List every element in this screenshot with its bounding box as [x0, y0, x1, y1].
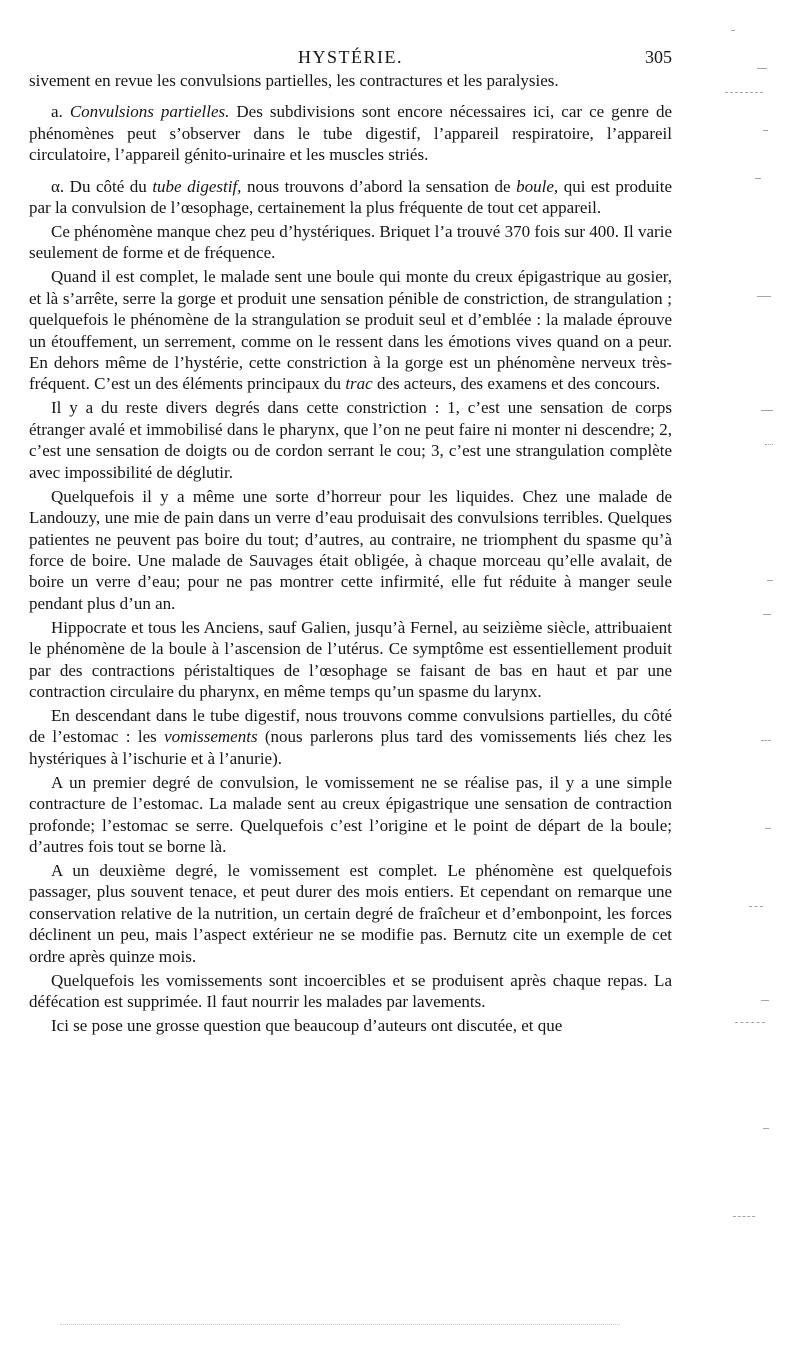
bottom-scan-noise	[60, 1324, 620, 1325]
paragraph-continuation	[29, 70, 672, 91]
running-title: HYSTÉRIE.	[298, 47, 403, 67]
page-header	[29, 40, 672, 70]
paragraph-premier-degre	[29, 772, 672, 858]
text-run: a.	[51, 102, 70, 122]
paragraph-boule-complete	[29, 266, 672, 394]
text-run: Ce phénomène manque chez peu d’hystériques. Briquet l’a trouvé 370 fois sur 400. Il varie seulement de forme et de fréquence.	[29, 222, 672, 263]
text-run: Quelquefois les vomissements sont incoercibles et se produisent après chaque repas. La défécation est supprimée. Il faut nourrir les malades par lavements.	[29, 970, 672, 1011]
paragraph-incoercibles	[29, 970, 672, 1013]
text-run: Des subdivisions sont encore nécessaires ici, car ce genre de phénomènes peut s’observer dans le tube digestif, l’appareil respiratoire, l’appareil circulatoire, l’appareil génito-urinaire et les muscles striés.	[29, 102, 673, 165]
scan-mark	[757, 296, 771, 297]
scan-mark	[733, 1216, 755, 1217]
scan-mark	[725, 92, 763, 93]
text-run: sivement en revue les convulsions partielles, les contractures et les paralysies.	[29, 71, 559, 90]
scan-mark	[735, 1022, 765, 1023]
italic-run: Convulsions partielles.	[69, 102, 230, 122]
italic-run: boule,	[516, 176, 559, 196]
scan-mark	[763, 1128, 769, 1129]
body-text	[29, 70, 672, 1036]
text-run: α. Du côté du	[51, 176, 153, 196]
paragraph-hippocrate	[29, 617, 672, 703]
scan-mark	[731, 30, 735, 31]
italic-run: tube digestif,	[152, 176, 242, 196]
paragraph-convulsions-partielles	[29, 101, 672, 165]
paragraph-vomissements	[29, 705, 672, 769]
scan-mark	[761, 740, 771, 741]
paragraph-tube-digestif	[29, 176, 672, 219]
text-run: des acteurs, des examens et des concours.	[372, 374, 661, 394]
text-run: Ici se pose une grosse question que beaucoup d’auteurs ont discutée, et que	[51, 1016, 563, 1035]
text-run: A un premier degré de convulsion, le vomissement ne se réalise pas, il y a une simple contracture de l’estomac. La malade sent au creux épigastrique une sensation de contraction profonde; l’estomac se serre. Quelquefois c’est l’origine et le point de départ de la boule; d’autres fois tout se borne là.	[29, 772, 672, 856]
book-page	[29, 40, 672, 1039]
page-number: 305	[645, 47, 672, 67]
text-run: nous trouvons d’abord la sensation de	[241, 176, 517, 196]
text-run: Hippocrate et tous les Anciens, sauf Galien, jusqu’à Fernel, au seizième siècle, attribuaient le phénomène de la boule à l’ascension de l’utérus. Ce symptôme est essentiellement produit par des contractions péristaltiques de l’œsophage se faisant de bas en haut et par une contraction circulaire du pharynx, en même temps qu’un spasme du larynx.	[29, 617, 672, 701]
paragraph-horreur-liquides	[29, 486, 672, 614]
text-run: A un deuxième degré, le vomissement est complet. Le phénomène est quelquefois passager, plus souvent tenace, et peut durer des mois entiers. Et cependant on remarque une conservation relative de la nutrition, un certain degré de fraîcheur et d’embonpoint, les forces déclinent un peu, mais l’aspect extérieur ne se modifie pas. Bernutz cite un exemple de cet ordre après quinze mois.	[29, 860, 672, 966]
text-run: Quand il est complet, le malade sent une boule qui monte du creux épigastrique au gosier, et là s’arrête, serre la gorge et produit une sensation pénible de constriction, de strangulation ; quelquefois le phénomène de la strangulation se produit seul et d’emblée : la malade éprouve un étouffement, un serrement, comme on le ressent dans les émotions vives quand on a peur. En dehors même de l’hystérie, cette constriction à la gorge est un phénomène nerveux très-fréquent. C’est un des éléments principaux du	[29, 267, 672, 394]
scan-mark	[761, 410, 773, 411]
text-run: qui est produite par la convulsion de l’œsophage, certainement la plus fréquente de tout cet appareil.	[29, 176, 672, 218]
scan-mark	[757, 68, 767, 69]
text-run: En descendant dans le tube digestif, nous trouvons comme convulsions partielles, du côté de l’estomac : les	[29, 705, 672, 747]
text-run: Il y a du reste divers degrés dans cette constriction : 1, c’est une sensation de corps étranger avalé et immobilisé dans le pharynx, que l’on ne peut faire ni monter ni descendre; 2, c’est une sensation de doigts ou de cordon serrant le cou; 3, c’est une strangulation complète avec impossibilité de déglutir.	[29, 398, 672, 482]
italic-run: vomissements	[164, 727, 258, 747]
paragraph-deuxieme-degre	[29, 860, 672, 967]
paragraph-grosse-question	[29, 1015, 672, 1036]
scan-mark	[763, 614, 771, 615]
paragraph-briquet	[29, 221, 672, 264]
scan-mark	[755, 178, 761, 179]
text-run: Quelquefois il y a même une sorte d’horreur pour les liquides. Chez une malade de Landouzy, une mie de pain dans un verre d’eau produisait des convulsions terribles. Quelques patientes ne peuvent pas boire du tout; d’autres, au contraire, ne triomphent du spasme qu’à force de boire. Une malade de Sauvages était obligée, à chaque morceau qu’elle avalait, de boire un verre d’eau; pour ne pas montrer cette infirmité, elle fut réduite à manger seule pendant plus d’un an.	[29, 486, 672, 613]
scan-mark	[761, 1000, 769, 1001]
paragraph-degres-constriction	[29, 397, 672, 483]
margin-scan-marks	[705, 0, 795, 1356]
scan-mark	[765, 828, 771, 829]
italic-run: trac	[345, 374, 373, 394]
scan-mark	[763, 130, 768, 131]
text-run: (nous parlerons plus tard des vomissements liés chez les hystériques à l’ischurie et à l’anurie).	[29, 727, 672, 768]
scan-mark	[767, 580, 773, 581]
scan-mark	[749, 906, 763, 907]
scan-mark	[765, 444, 773, 445]
